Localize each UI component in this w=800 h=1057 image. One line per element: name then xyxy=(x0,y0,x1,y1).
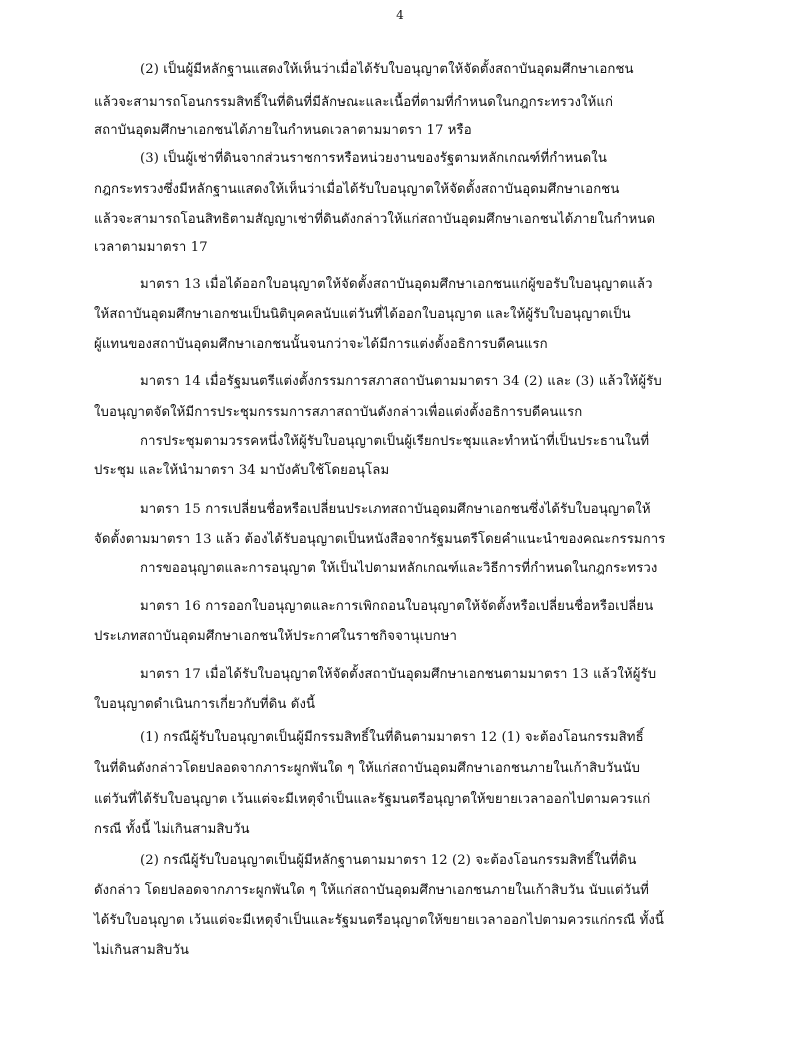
text-line: ไม่เกินสามสิบวัน xyxy=(94,943,190,958)
text-line: ให้สถาบันอุดมศึกษาเอกชนเป็นนิติบุคคลนับแต่วันที่ได้ออกใบอนุญาต และให้ผู้รับใบอนุญาตเป็น xyxy=(94,307,631,322)
text-line: (3) เป็นผู้เช่าที่ดินจากส่วนราชการหรือหน่วยงานของรัฐตามหลักเกณฑ์ที่กำหนดใน xyxy=(140,151,607,166)
text-line: กฎกระทรวงซึ่งมีหลักฐานแสดงให้เห็นว่าเมื่อได้รับใบอนุญาตให้จัดตั้งสถาบันอุดมศึกษาเอกชน xyxy=(94,182,620,197)
text-line: ประชุม และให้นำมาตรา 34 มาบังคับใช้โดยอนุโลม xyxy=(94,463,390,478)
text-line: แล้วจะสามารถโอนสิทธิตามสัญญาเช่าที่ดินดังกล่าวให้แก่สถาบันอุดมศึกษาเอกชนได้ภายในกำหนด xyxy=(94,212,656,227)
text-line: ใบอนุญาตจัดให้มีการประชุมกรรมการสภาสถาบันดังกล่าวเพื่อแต่งตั้งอธิการบดีคนแรก xyxy=(94,405,583,420)
section-13-heading: มาตรา 13 เมื่อได้ออกใบอนุญาตให้จัดตั้งสถาบันอุดมศึกษาเอกชนแก่ผู้ขอรับใบอนุญาตแล้ว xyxy=(140,277,653,292)
text-line: กรณี ทั้งนี้ ไม่เกินสามสิบวัน xyxy=(94,822,250,837)
text-line: ได้รับใบอนุญาต เว้นแต่จะมีเหตุจำเป็นและรัฐมนตรีอนุญาตให้ขยายเวลาออกไปตามควรแก่กรณี ทั้งนี้ xyxy=(94,913,665,928)
text-line: แล้วจะสามารถโอนกรรมสิทธิ์ในที่ดินที่มีลักษณะและเนื้อที่ตามที่กำหนดในกฎกระทรวงให้แก่ xyxy=(94,95,614,110)
text-line: ดังกล่าว โดยปลอดจากภาระผูกพันใด ๆ ให้แก่สถาบันอุดมศึกษาเอกชนภายในเก้าสิบวัน นับแต่วันที่ xyxy=(94,883,649,898)
section-14-heading: มาตรา 14 เมื่อรัฐมนตรีแต่งตั้งกรรมการสภาสถาบันตามมาตรา 34 (2) และ (3) แล้วให้ผู้รับ xyxy=(140,374,662,389)
text-line: (2) เป็นผู้มีหลักฐานแสดงให้เห็นว่าเมื่อได้รับใบอนุญาตให้จัดตั้งสถาบันอุดมศึกษาเอกชน xyxy=(140,62,634,77)
text-line: (2) กรณีผู้รับใบอนุญาตเป็นผู้มีหลักฐานตามมาตรา 12 (2) จะต้องโอนกรรมสิทธิ์ในที่ดิน xyxy=(140,853,637,868)
section-15-heading: มาตรา 15 การเปลี่ยนชื่อหรือเปลี่ยนประเภทสถาบันอุดมศึกษาเอกชนซึ่งได้รับใบอนุญาตให้ xyxy=(140,502,651,517)
text-line: การขออนุญาตและการอนุญาต ให้เป็นไปตามหลักเกณฑ์และวิธีการที่กำหนดในกฎกระทรวง xyxy=(140,561,658,576)
text-line: จัดตั้งตามมาตรา 13 แล้ว ต้องได้รับอนุญาตเป็นหนังสือจากรัฐมนตรีโดยคำแนะนำของคณะกรรมการ xyxy=(94,532,666,547)
text-line: แต่วันที่ได้รับใบอนุญาต เว้นแต่จะมีเหตุจำเป็นและรัฐมนตรีอนุญาตให้ขยายเวลาออกไปตามควรแก่ xyxy=(94,792,651,807)
text-line: (1) กรณีผู้รับใบอนุญาตเป็นผู้มีกรรมสิทธิ์ในที่ดินตามมาตรา 12 (1) จะต้องโอนกรรมสิทธิ์ xyxy=(140,730,644,745)
text-line: ในที่ดินดังกล่าวโดยปลอดจากภาระผูกพันใด ๆ ให้แก่สถาบันอุดมศึกษาเอกชนภายในเก้าสิบวันนับ xyxy=(94,761,640,776)
text-line: การประชุมตามวรรคหนึ่งให้ผู้รับใบอนุญาตเป็นผู้เรียกประชุมและทำหน้าที่เป็นประธานในที่ xyxy=(140,434,650,449)
section-16-heading: มาตรา 16 การออกใบอนุญาตและการเพิกถอนใบอนุญาตให้จัดตั้งหรือเปลี่ยนชื่อหรือเปลี่ยน xyxy=(140,599,654,614)
text-line: เวลาตามมาตรา 17 xyxy=(94,240,208,255)
text-line: ผู้แทนของสถาบันอุดมศึกษาเอกชนนั้นจนกว่าจะได้มีการแต่งตั้งอธิการบดีคนแรก xyxy=(94,337,548,352)
text-line: ใบอนุญาตดำเนินการเกี่ยวกับที่ดิน ดังนี้ xyxy=(94,697,316,712)
text-line: ประเภทสถาบันอุดมศึกษาเอกชนให้ประกาศในราชกิจจานุเบกษา xyxy=(94,629,458,644)
section-17-heading: มาตรา 17 เมื่อได้รับใบอนุญาตให้จัดตั้งสถาบันอุดมศึกษาเอกชนตามมาตรา 13 แล้วให้ผู้รับ xyxy=(140,667,657,682)
text-line: สถาบันอุดมศึกษาเอกชนได้ภายในกำหนดเวลาตามมาตรา 17 หรือ xyxy=(94,123,472,138)
page-number: 4 xyxy=(396,8,404,22)
